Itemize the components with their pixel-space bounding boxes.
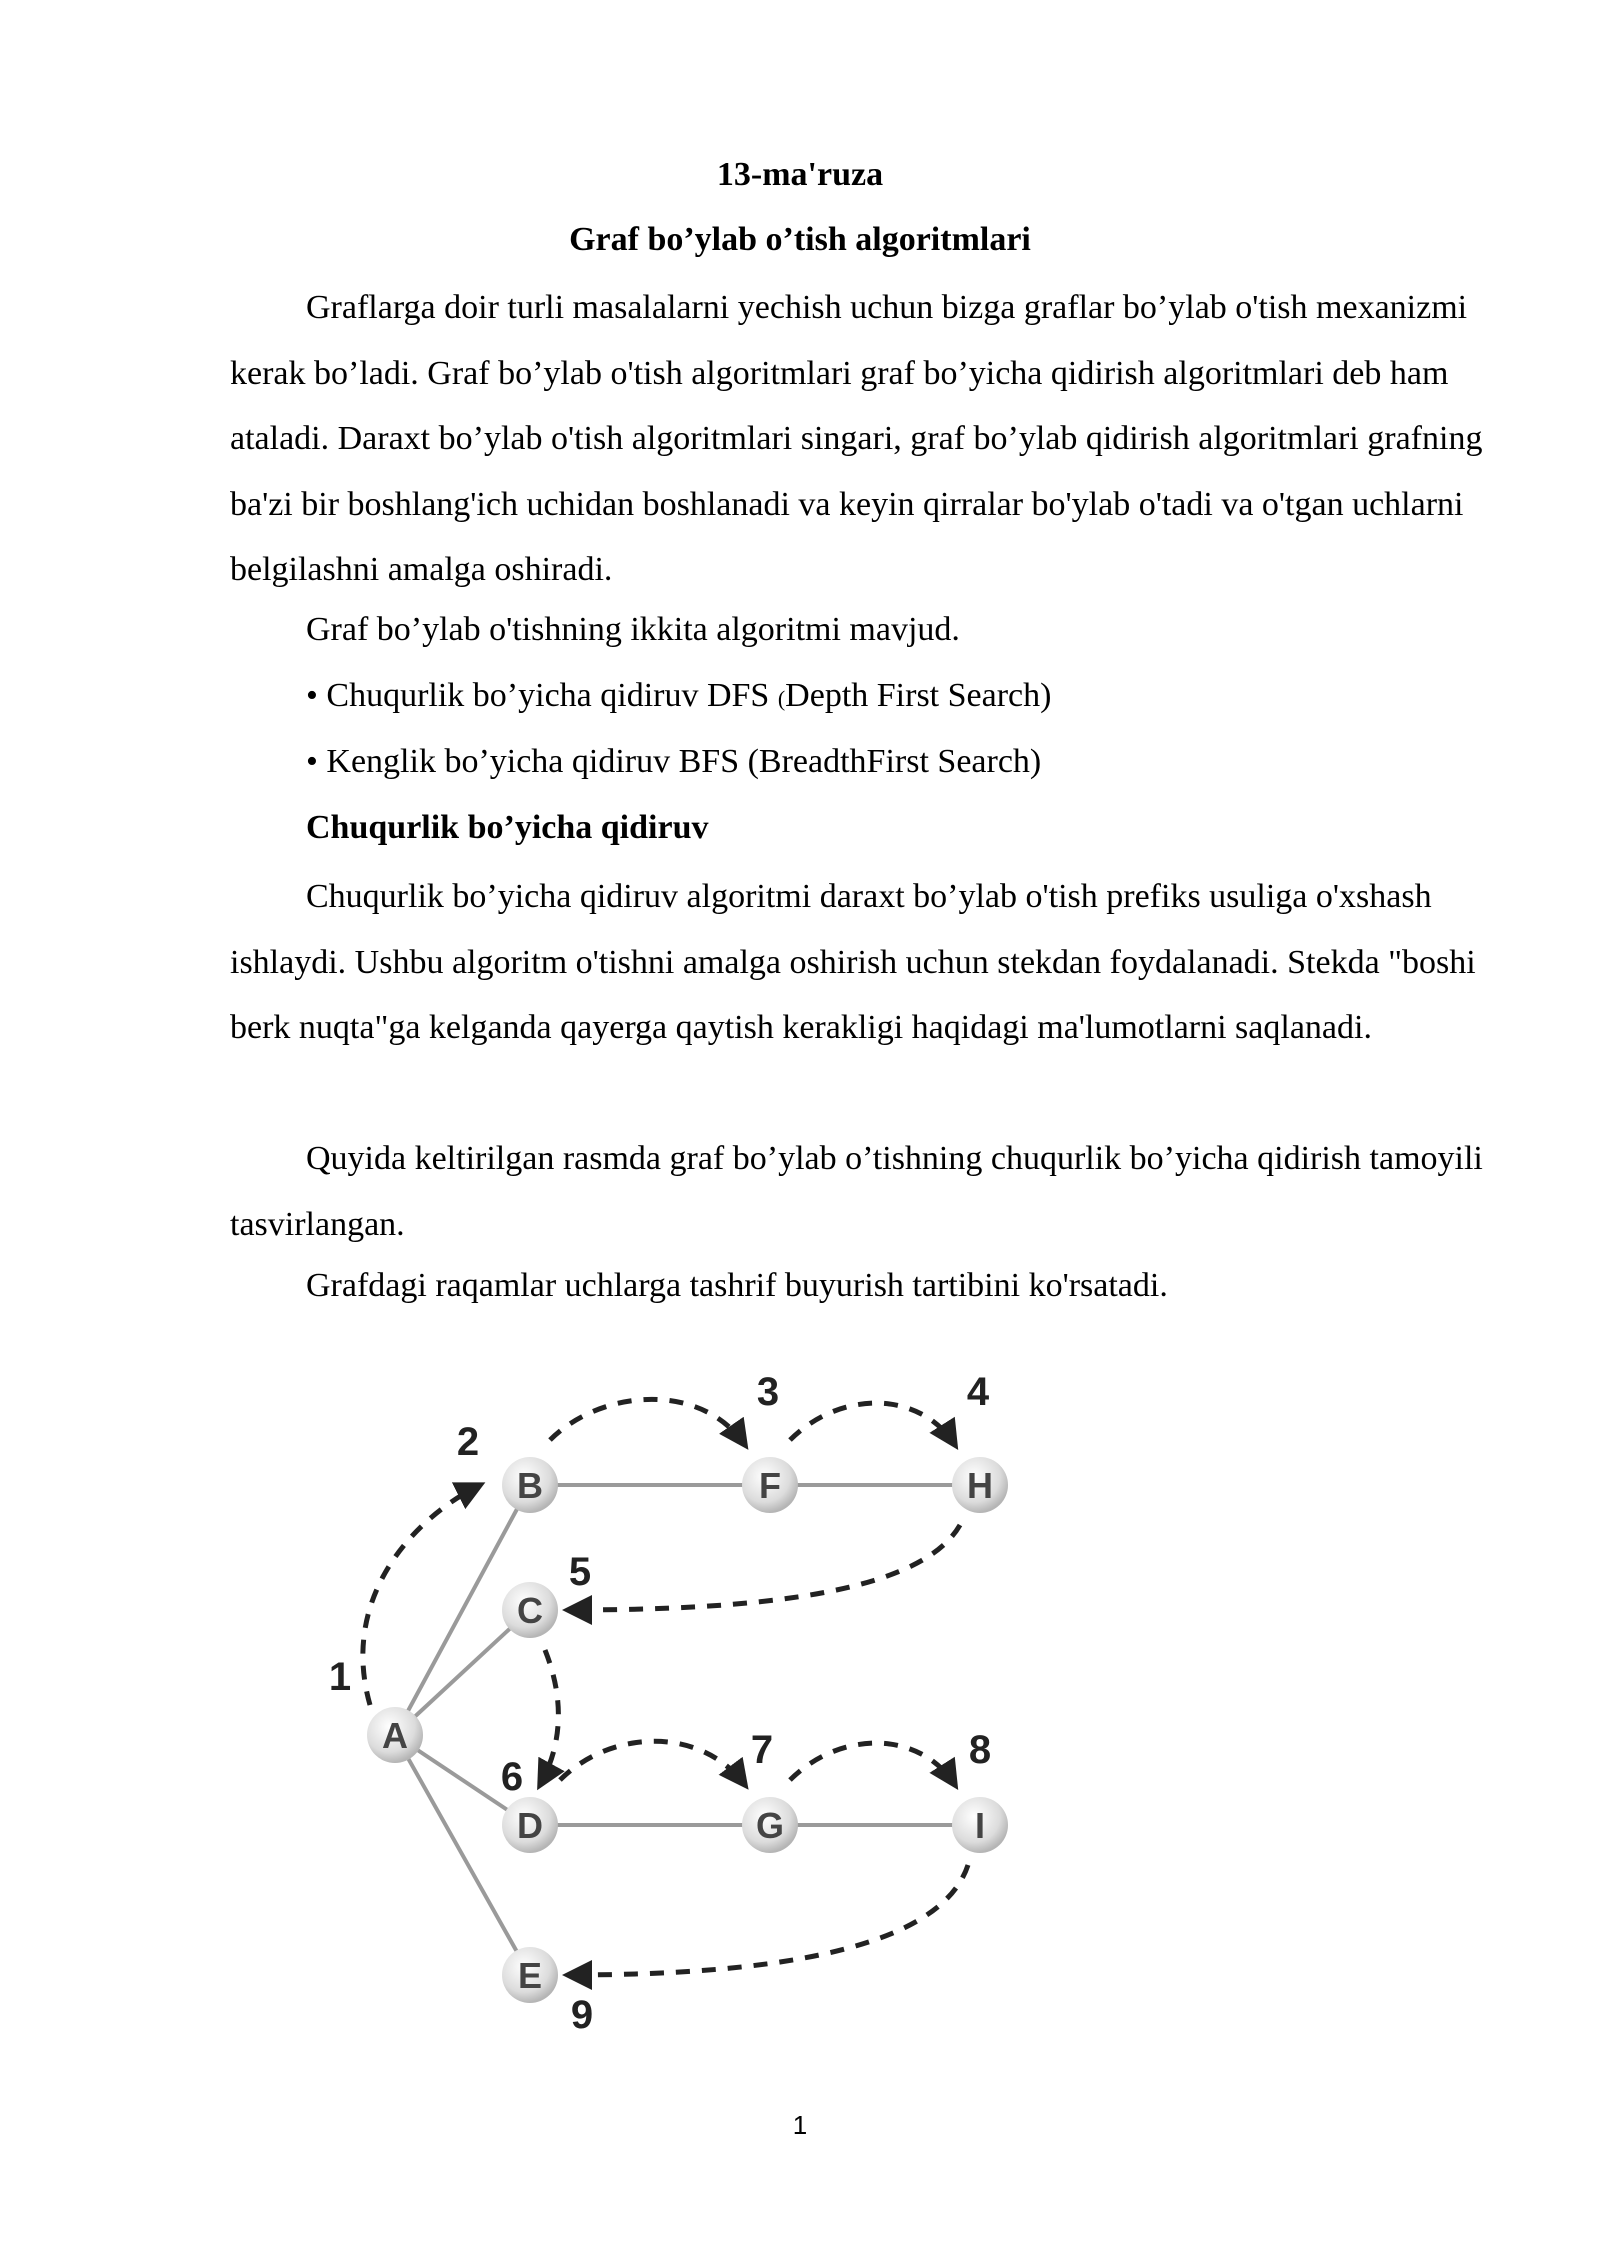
visit-order-7: 7 <box>750 1728 774 1772</box>
bullet-dfs-rest: Depth First Search) <box>785 677 1052 714</box>
arrow-i-e <box>568 1865 968 1975</box>
section-heading: Chuqurlik bo’yicha qidiruv <box>306 809 709 846</box>
page-title: Graf bo’ylab o’tish algoritmlari <box>569 221 1031 258</box>
visit-order-8: 8 <box>968 1728 992 1772</box>
node-e <box>502 1947 558 2003</box>
lecture-number: 13-ma'ruza <box>716 156 884 193</box>
page-number: 1 <box>792 2110 808 2140</box>
node-a <box>367 1707 423 1763</box>
arrow-f-h <box>790 1403 955 1445</box>
visit-order-4: 4 <box>966 1370 990 1414</box>
node-b-label: B <box>517 1465 543 1506</box>
node-d-label: D <box>517 1805 543 1846</box>
visit-order-6: 6 <box>500 1755 524 1799</box>
arrow-h-c <box>568 1525 960 1610</box>
figure-caption-paragraph: Quyida keltirilgan rasmda graf bo’ylab o’tishning chuqurlik bo’yicha qidirish tamoyili tasvirlangan. <box>230 1140 1483 1243</box>
arrow-d-g <box>560 1741 745 1785</box>
node-a-label: A <box>382 1715 408 1756</box>
arrow-b-f <box>550 1399 745 1445</box>
node-b <box>502 1457 558 1513</box>
figure-note: Grafdagi raqamlar uchlarga tashrif buyurish tartibini ko'rsatadi. <box>306 1267 1168 1304</box>
node-f-label: F <box>759 1465 781 1506</box>
graph-edges <box>395 1485 980 1975</box>
arrow-c-d <box>540 1650 558 1785</box>
node-g-label: G <box>755 1805 785 1846</box>
node-c-label: C <box>517 1590 543 1631</box>
algorithms-intro: Graf bo’ylab o'tishning ikkita algoritmi mavjud. <box>306 611 960 648</box>
node-g <box>742 1797 798 1853</box>
node-h-label: H <box>967 1465 993 1506</box>
bullet-bfs: • Kenglik bo’yicha qidiruv BFS (BreadthFirst Search) <box>306 743 1042 780</box>
dfs-graph-figure <box>300 1360 1080 2060</box>
node-i-label: I <box>974 1805 986 1846</box>
node-e-label: E <box>517 1955 543 1996</box>
graph-nodes <box>367 1457 1008 2003</box>
bullet-dfs <box>306 676 1051 719</box>
visit-order-3: 3 <box>756 1370 780 1414</box>
node-f <box>742 1457 798 1513</box>
node-c <box>502 1582 558 1638</box>
node-h <box>952 1457 1008 1513</box>
node-i <box>952 1797 1008 1853</box>
visit-order-9: 9 <box>570 1993 594 2037</box>
node-d <box>502 1797 558 1853</box>
intro-paragraph: Graflarga doir turli masalalarni yechish uchun bizga graflar bo’ylab o'tish mexanizmi kerak bo’ladi. Graf bo’ylab o'tish algoritmlari graf bo’yicha qidirish algoritmlari deb ham ataladi. Daraxt bo’ylab o'tish algoritmlari singari, graf bo’ylab qidirish algoritmlari grafning ba'zi bir boshlang'ich uchidan boshlanadi va keyin qirralar bo'ylab o'tadi va o'tgan uchlarni belgilashni amalga oshiradi. <box>230 289 1483 589</box>
visit-order-5: 5 <box>568 1550 592 1594</box>
arrow-g-i <box>790 1743 955 1785</box>
visit-order-2: 2 <box>456 1420 480 1464</box>
visit-order-1: 1 <box>328 1655 352 1699</box>
dfs-paragraph: Chuqurlik bo’yicha qidiruv algoritmi daraxt bo’ylab o'tish prefiks usuliga o'xshash ishlaydi. Ushbu algoritm o'tishni amalga oshirish uchun stekdan foydalanadi. Stekda "boshi berk nuqta"ga kelganda qayerga qaytish kerakligi haqidagi ma'lumotlarni saqlanadi. <box>230 878 1476 1047</box>
bullet-dfs-paren: ( <box>777 686 786 711</box>
bullet-dfs-prefix: • Chuqurlik bo’yicha qidiruv DFS <box>306 677 778 714</box>
